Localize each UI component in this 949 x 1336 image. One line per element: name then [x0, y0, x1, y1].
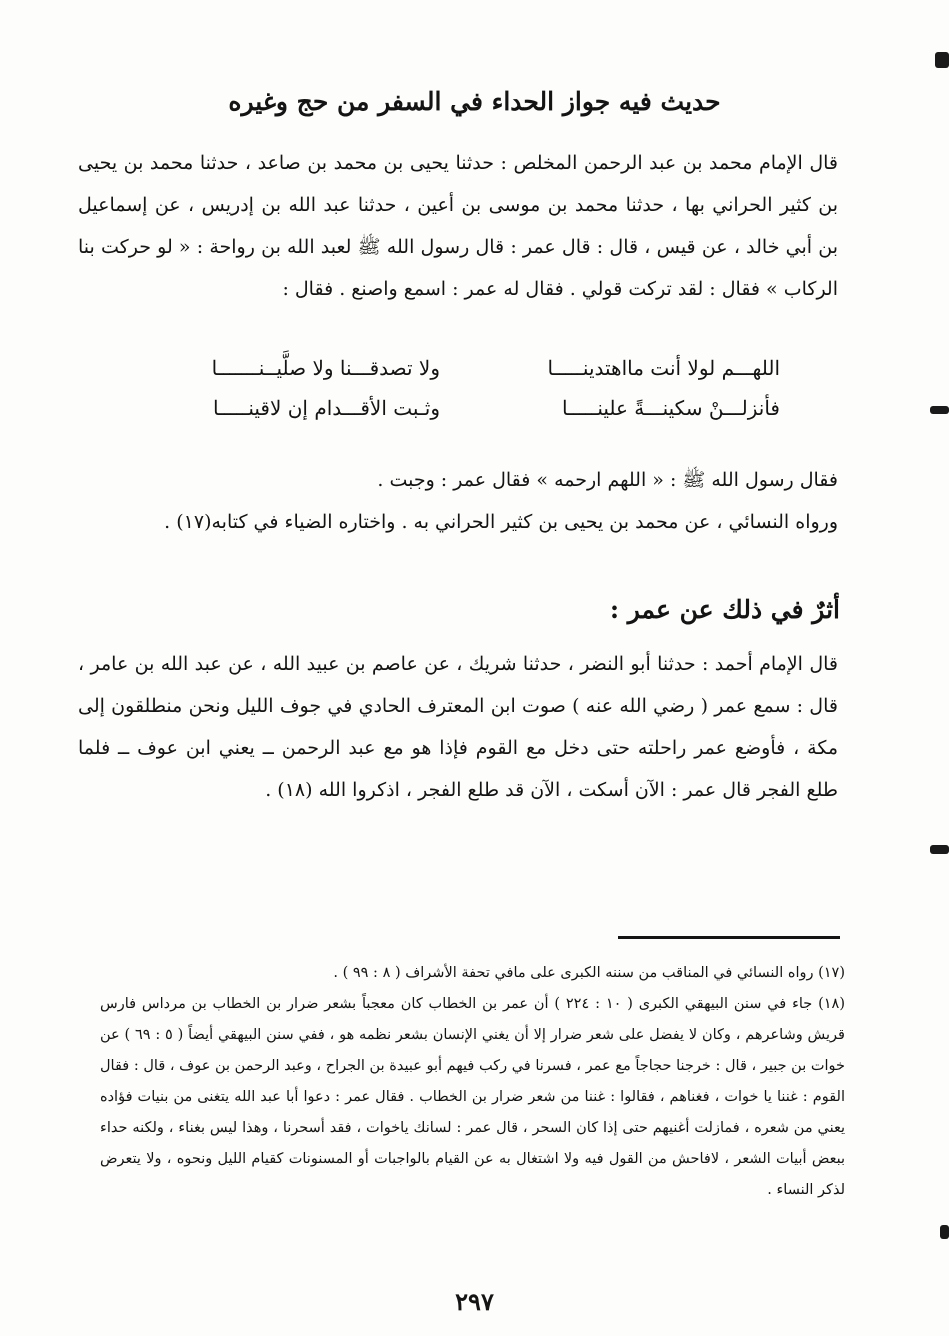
narration-paragraph: قال الإمام محمد بن عبد الرحمن المخلص : حدثنا يحيى بن محمد بن صاعد ، حدثنا محمد بن يحيى بن كثير الحراني بها ، حدثنا محمد بن موسى بن أعين ، حدثنا عبد الله بن إدريس ، عن إسماعيل بن أبي خالد ، عن قيس ، قال : قال عمر : قال رسول الله ﷺ لعبد الله بن رواحة : « لو حركت بنا الركاب » فقال : لقد تركت قولي . فقال له عمر : اسمع واصنع . فقال :: [78, 152, 838, 300]
verse-1-first-hemistich: اللهـــم لولا أنت مااهتدينـــــا: [547, 356, 780, 380]
prophet-response-paragraph: فقال رسول الله ﷺ : « اللهم ارحمه » فقال عمر : وجبت .: [377, 469, 838, 491]
page-number: ٢٩٧: [455, 1287, 494, 1316]
source-note-paragraph: ورواه النسائي ، عن محمد بن يحيى بن كثير الحراني به . واختاره الضياء في كتابه(١٧) .: [164, 511, 838, 533]
verse-2-first-hemistich: فأنزلـــنْ سكينـــةً علينـــــا: [561, 396, 780, 420]
athar-paragraph: قال الإمام أحمد : حدثنا أبو النضر ، حدثنا شريك ، عن عاصم بن عبيد الله ، عن عبد الله بن عامر ، قال : سمع عمر ( رضي الله عنه ) صوت ابن المعترف الحادي في جوف الليل ونحن منطلقون إلى مكة ، فأوضع عمر راحلته حتى دخل مع القوم فإذا هو مع عبد الرحمن ــ يعني ابن عوف ــ فلما طلع الفجر قال عمر : الآن أسكت ، الآن قد طلع الفجر ، اذكروا الله (١٨) .: [78, 653, 838, 801]
verse-1-second-hemistich: ولا تصدقـــنا ولا صلَّيــنـــــــا: [211, 356, 440, 380]
section-subheading: أثرٌ في ذلك عن عمر :: [609, 595, 840, 624]
scan-edge-mark: [930, 406, 949, 414]
footnote-18: (١٨) جاء في سنن البيهقي الكبرى ( ١٠ : ٢٢٤ ) أن عمر بن الخطاب كان معجباً بشعر ضرار بن الخطاب بن مرداس فارس قريش وشاعرهم ، وكان لا يفضل على شعر ضرار إلا أن يغني الإنسان بشعر نظمه هو ، ففي سنن البيهقي أيضاً ( ٥ : ٦٩ ) عن خوات بن جبير ، قال : خرجنا حجاجاً مع عمر ، فسرنا في ركب فيهم أبو عبيدة بن الجراح ، وعبد الرحمن بن عوف ، قال : فقال القوم : غننا يا خوات ، فغناهم ، فقالوا : غننا من شعر ضرار بن الخطاب . فقال عمر : دعوا أبا عبد الله يتغنى من بنيات فؤاده يعني من شعره ، فمازلت أغنيهم حتى إذا كان السحر ، قال عمر : لسانك ياخوات ، فقد أسحرنا ، وهذا ليس بغناء ، ولكنه حداء ببعض أبيات الشعر ، لافاحش من القول فيه ولا اشتغال به عن القيام بالواجبات أو المسنونات كقيام الليل ونحوه ، ولا يتعرض لذكر النساء .: [100, 996, 846, 1198]
scan-edge-mark: [930, 845, 949, 854]
section-title: حديث فيه جواز الحداء في السفر من حج وغيره: [228, 87, 721, 116]
verse-1: [160, 348, 780, 388]
verse-2: [160, 388, 780, 428]
verse-2-second-hemistich: وثـبت الأقـــدام إن لاقينـــــا: [212, 396, 440, 420]
scan-edge-mark: [940, 1225, 949, 1239]
footnotes: [100, 958, 845, 1206]
footnote-17: (١٧) رواه النسائي في المناقب من سننه الكبرى على مافي تحفة الأشراف ( ٨ : ٩٩ ) .: [333, 965, 845, 981]
footnote-divider: [618, 936, 840, 939]
poem-verses: [160, 348, 780, 428]
scan-edge-mark: [935, 52, 949, 68]
